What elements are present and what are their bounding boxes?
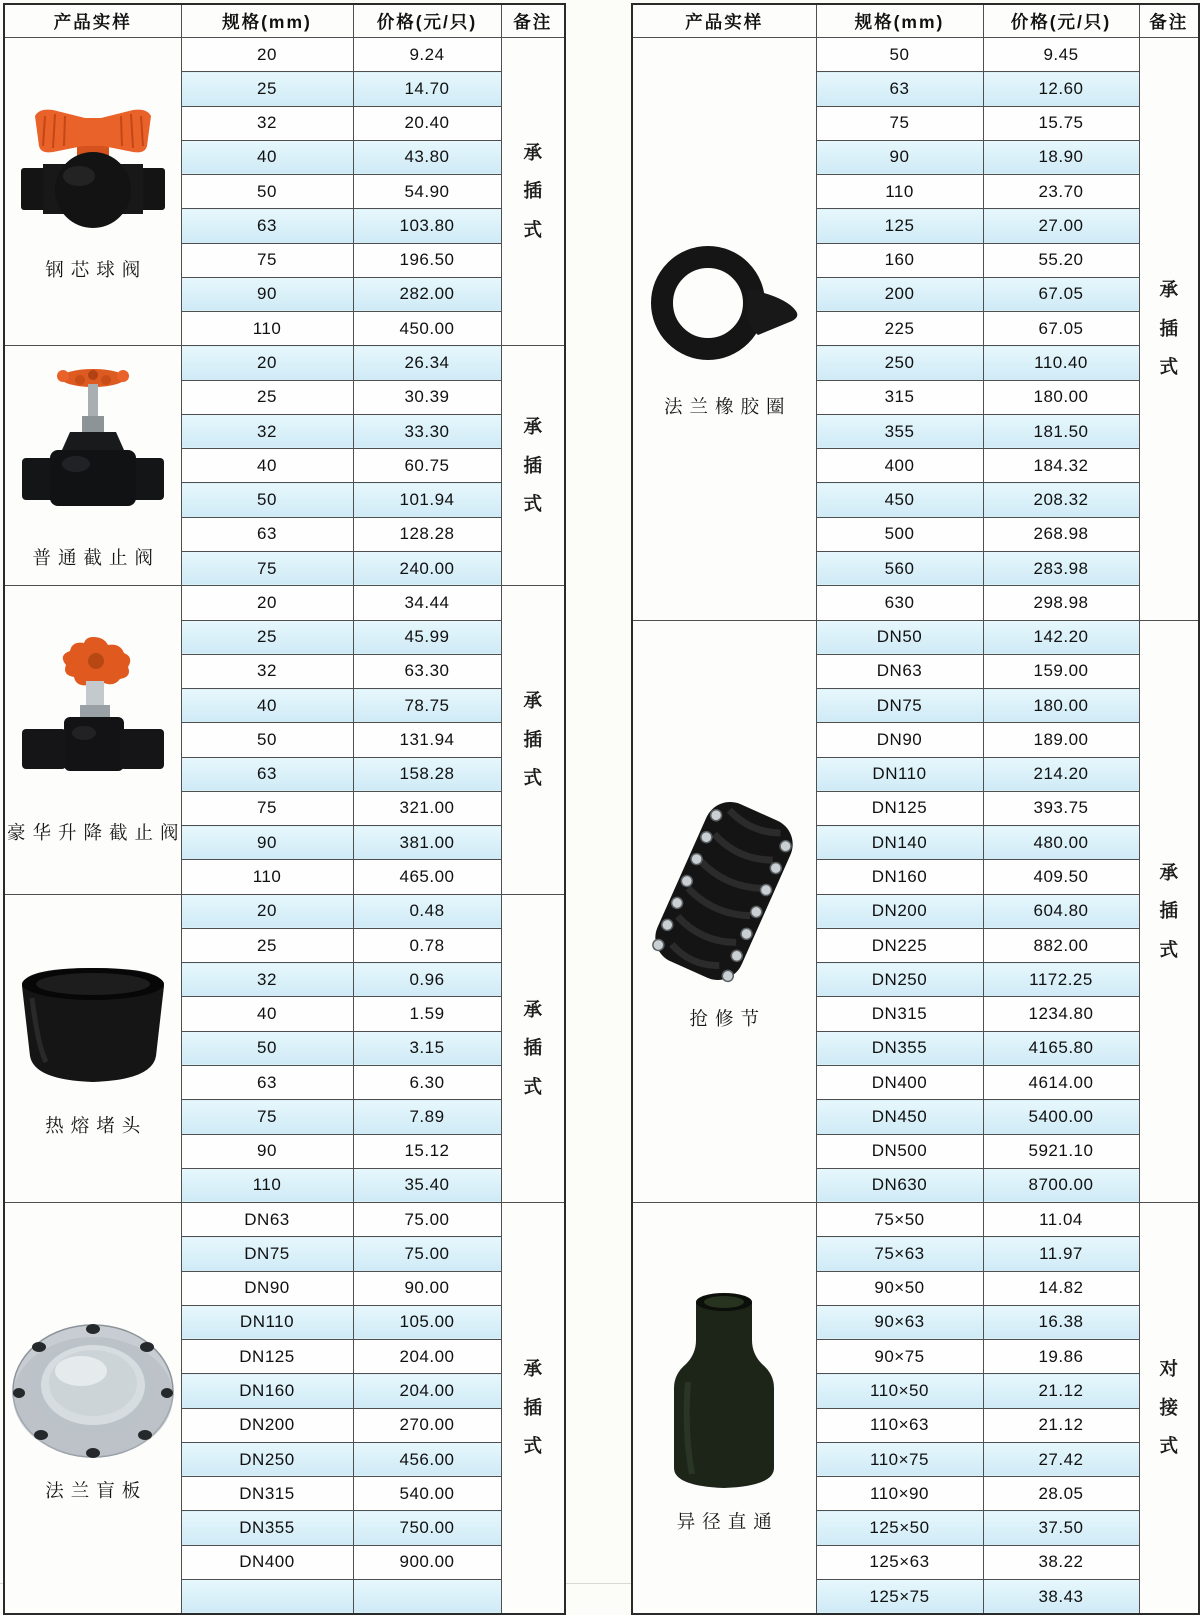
spec-cell: DN200 <box>816 894 983 928</box>
spec-cell: 40 <box>181 689 353 723</box>
spec-cell: 90 <box>181 826 353 860</box>
product-cell <box>4 38 181 346</box>
header-note: 备注 <box>501 4 565 38</box>
spec-cell: 63 <box>181 209 353 243</box>
price-cell: 20.40 <box>353 106 501 140</box>
product-cell <box>632 620 816 1203</box>
price-cell: 298.98 <box>983 586 1139 620</box>
price-cell: 0.48 <box>353 894 501 928</box>
price-cell: 181.50 <box>983 414 1139 448</box>
price-cell: 0.96 <box>353 963 501 997</box>
price-cell: 26.34 <box>353 346 501 380</box>
note-text: 承 插 式 <box>523 141 542 240</box>
price-cell: 27.42 <box>983 1442 1139 1476</box>
price-cell: 75.00 <box>353 1203 501 1237</box>
spec-cell: DN400 <box>181 1545 353 1579</box>
price-cell: 105.00 <box>353 1305 501 1339</box>
header-row <box>632 4 1199 38</box>
spec-cell: 63 <box>181 517 353 551</box>
spec-cell: 110 <box>181 860 353 894</box>
product-cell <box>632 38 816 621</box>
price-cell: 30.39 <box>353 380 501 414</box>
note-text: 承 插 式 <box>523 416 542 515</box>
note-text: 承 插 式 <box>523 690 542 789</box>
spec-cell: 90 <box>816 140 983 174</box>
spec-cell: 315 <box>816 380 983 414</box>
price-cell: 33.30 <box>353 414 501 448</box>
price-cell: 196.50 <box>353 243 501 277</box>
spec-cell: 125 <box>816 209 983 243</box>
product-label: 法兰橡胶圈 <box>663 395 792 417</box>
price-cell: 214.20 <box>983 757 1139 791</box>
note-cell <box>501 38 565 346</box>
price-cell: 18.90 <box>983 140 1139 174</box>
repair-clamp-icon <box>634 791 814 991</box>
price-cell: 184.32 <box>983 449 1139 483</box>
price-cell: 16.38 <box>983 1305 1139 1339</box>
spec-cell: 50 <box>181 175 353 209</box>
price-cell: 540.00 <box>353 1477 501 1511</box>
price-cell: 67.05 <box>983 312 1139 346</box>
spec-cell: DN110 <box>816 757 983 791</box>
table-row <box>632 1203 1199 1237</box>
price-cell: 90.00 <box>353 1271 501 1305</box>
spec-cell: 75 <box>181 1100 353 1134</box>
rubber-ring-icon <box>636 239 812 379</box>
spec-cell: DN140 <box>816 826 983 860</box>
note-text: 承 插 式 <box>1159 861 1178 960</box>
price-cell: 480.00 <box>983 826 1139 860</box>
spec-cell: 110×63 <box>816 1408 983 1442</box>
spec-cell: 75 <box>816 106 983 140</box>
product-cell <box>4 1203 181 1615</box>
price-cell: 128.28 <box>353 517 501 551</box>
note-text: 承 插 式 <box>523 1358 542 1457</box>
product-cell <box>4 894 181 1202</box>
spec-cell: 50 <box>181 483 353 517</box>
spec-cell: 75 <box>181 791 353 825</box>
price-cell: 456.00 <box>353 1442 501 1476</box>
header-spec: 规格(mm) <box>816 4 983 38</box>
note-cell <box>1139 620 1199 1203</box>
note-cell <box>1139 38 1199 621</box>
spec-cell: 125×63 <box>816 1545 983 1579</box>
spec-cell: 110 <box>181 312 353 346</box>
price-cell: 8700.00 <box>983 1168 1139 1202</box>
price-cell: 204.00 <box>353 1340 501 1374</box>
spec-cell: 25 <box>181 620 353 654</box>
spec-cell: 20 <box>181 586 353 620</box>
price-cell: 34.44 <box>353 586 501 620</box>
ball-valve-icon <box>19 102 167 242</box>
product-label: 钢芯球阀 <box>45 258 148 280</box>
price-cell: 4165.80 <box>983 1031 1139 1065</box>
price-cell: 5400.00 <box>983 1100 1139 1134</box>
price-cell: 159.00 <box>983 654 1139 688</box>
note-cell <box>1139 1203 1199 1615</box>
price-cell: 28.05 <box>983 1477 1139 1511</box>
spec-cell: 90×50 <box>816 1271 983 1305</box>
globe-valve-icon <box>18 362 168 530</box>
note-text: 承 插 式 <box>523 998 542 1097</box>
spec-cell: 25 <box>181 380 353 414</box>
spec-cell: DN500 <box>816 1134 983 1168</box>
spec-cell: DN75 <box>816 689 983 723</box>
price-cell: 75.00 <box>353 1237 501 1271</box>
price-cell: 270.00 <box>353 1408 501 1442</box>
price-cell: 180.00 <box>983 380 1139 414</box>
spec-cell: 110 <box>816 175 983 209</box>
header-row <box>4 4 565 38</box>
spec-cell: 160 <box>816 243 983 277</box>
spec-cell: 630 <box>816 586 983 620</box>
spec-cell: 110×50 <box>816 1374 983 1408</box>
spec-cell: 355 <box>816 414 983 448</box>
price-cell <box>353 1579 501 1614</box>
end-cap-icon <box>8 958 178 1098</box>
price-cell: 67.05 <box>983 277 1139 311</box>
price-cell: 5921.10 <box>983 1134 1139 1168</box>
product-cell <box>4 586 186 894</box>
spec-cell: DN450 <box>816 1100 983 1134</box>
table-row <box>632 38 1199 72</box>
table-row <box>4 894 565 928</box>
price-cell: 3.15 <box>353 1031 501 1065</box>
header-spec: 规格(mm) <box>181 4 353 38</box>
note-cell <box>501 1203 565 1615</box>
price-cell: 321.00 <box>353 791 501 825</box>
spec-cell <box>181 1579 353 1614</box>
product-cell <box>4 346 181 586</box>
price-cell: 60.75 <box>353 449 501 483</box>
price-cell: 381.00 <box>353 826 501 860</box>
spec-cell: 75×63 <box>816 1237 983 1271</box>
spec-cell: 25 <box>181 72 353 106</box>
price-cell: 110.40 <box>983 346 1139 380</box>
spec-cell: 63 <box>181 1065 353 1099</box>
price-cell: 282.00 <box>353 277 501 311</box>
spec-cell: 50 <box>816 38 983 72</box>
price-cell: 21.12 <box>983 1374 1139 1408</box>
spec-cell: DN125 <box>181 1340 353 1374</box>
header-note: 备注 <box>1139 4 1199 38</box>
price-cell: 35.40 <box>353 1168 501 1202</box>
price-cell: 27.00 <box>983 209 1139 243</box>
price-cell: 465.00 <box>353 860 501 894</box>
price-cell: 900.00 <box>353 1545 501 1579</box>
price-cell: 6.30 <box>353 1065 501 1099</box>
stem-valve-icon <box>18 635 168 805</box>
price-cell: 21.12 <box>983 1408 1139 1442</box>
price-cell: 78.75 <box>353 689 501 723</box>
price-cell: 45.99 <box>353 620 501 654</box>
product-label: 异径直通 <box>676 1511 779 1533</box>
price-cell: 23.70 <box>983 175 1139 209</box>
note-text: 对 接 式 <box>1159 1358 1178 1457</box>
price-cell: 1.59 <box>353 997 501 1031</box>
price-cell: 43.80 <box>353 140 501 174</box>
product-cell <box>632 1203 816 1615</box>
price-cell: 9.24 <box>353 38 501 72</box>
spec-cell: 560 <box>816 551 983 585</box>
spec-cell: 50 <box>181 1031 353 1065</box>
price-cell: 7.89 <box>353 1100 501 1134</box>
price-cell: 204.00 <box>353 1374 501 1408</box>
price-cell: 15.12 <box>353 1134 501 1168</box>
price-cell: 158.28 <box>353 757 501 791</box>
spec-cell: DN160 <box>181 1374 353 1408</box>
spec-cell: 32 <box>181 106 353 140</box>
spec-cell: 200 <box>816 277 983 311</box>
spec-cell: DN160 <box>816 860 983 894</box>
spec-cell: 90 <box>181 1134 353 1168</box>
price-cell: 38.43 <box>983 1579 1139 1614</box>
spec-cell: 32 <box>181 654 353 688</box>
spec-cell: 110×90 <box>816 1477 983 1511</box>
price-cell: 409.50 <box>983 860 1139 894</box>
spec-cell: 20 <box>181 38 353 72</box>
price-cell: 9.45 <box>983 38 1139 72</box>
spec-cell: 40 <box>181 997 353 1031</box>
note-cell <box>501 346 565 586</box>
table-row <box>4 346 565 380</box>
blind-flange-icon <box>9 1313 177 1463</box>
spec-cell: 40 <box>181 140 353 174</box>
spec-cell: DN250 <box>816 963 983 997</box>
spec-cell: 125×50 <box>816 1511 983 1545</box>
price-cell: 0.78 <box>353 928 501 962</box>
price-cell: 101.94 <box>353 483 501 517</box>
header-price: 价格(元/只) <box>353 4 501 38</box>
spec-cell: 63 <box>181 757 353 791</box>
note-cell <box>501 586 565 894</box>
price-table-right <box>631 3 1200 1615</box>
price-cell: 19.86 <box>983 1340 1139 1374</box>
reducer-icon <box>658 1282 790 1494</box>
product-label: 抢修节 <box>689 1008 766 1030</box>
price-cell: 131.94 <box>353 723 501 757</box>
price-cell: 54.90 <box>353 175 501 209</box>
spec-cell: 250 <box>816 346 983 380</box>
spec-cell: DN63 <box>181 1203 353 1237</box>
product-label: 热熔堵头 <box>45 1115 148 1137</box>
spec-cell: DN315 <box>816 997 983 1031</box>
spec-cell: 20 <box>181 346 353 380</box>
price-cell: 55.20 <box>983 243 1139 277</box>
header-price: 价格(元/只) <box>983 4 1139 38</box>
spec-cell: DN125 <box>816 791 983 825</box>
spec-cell: 225 <box>816 312 983 346</box>
spec-cell: DN110 <box>181 1305 353 1339</box>
product-label: 豪华升降截止阀 <box>7 821 186 843</box>
spec-cell: 75 <box>181 551 353 585</box>
spec-cell: DN75 <box>181 1237 353 1271</box>
header-product: 产品实样 <box>4 4 181 38</box>
price-cell: 14.82 <box>983 1271 1139 1305</box>
spec-cell: 50 <box>181 723 353 757</box>
price-cell: 1234.80 <box>983 997 1139 1031</box>
price-cell: 11.04 <box>983 1203 1139 1237</box>
spec-cell: DN200 <box>181 1408 353 1442</box>
price-cell: 882.00 <box>983 928 1139 962</box>
spec-cell: 500 <box>816 517 983 551</box>
product-label: 法兰盲板 <box>45 1480 148 1502</box>
price-cell: 283.98 <box>983 551 1139 585</box>
price-cell: 450.00 <box>353 312 501 346</box>
price-cell: 189.00 <box>983 723 1139 757</box>
spec-cell: 110×75 <box>816 1442 983 1476</box>
spec-cell: 125×75 <box>816 1579 983 1614</box>
spec-cell: DN90 <box>181 1271 353 1305</box>
spec-cell: 75×50 <box>816 1203 983 1237</box>
spec-cell: 90×75 <box>816 1340 983 1374</box>
spec-cell: 20 <box>181 894 353 928</box>
spec-cell: DN630 <box>816 1168 983 1202</box>
spec-cell: 110 <box>181 1168 353 1202</box>
spec-cell: DN50 <box>816 620 983 654</box>
spec-cell: 32 <box>181 963 353 997</box>
table-row <box>4 1203 565 1237</box>
table-row <box>4 38 565 72</box>
spec-cell: 25 <box>181 928 353 962</box>
price-cell: 37.50 <box>983 1511 1139 1545</box>
spec-cell: DN315 <box>181 1477 353 1511</box>
price-cell: 12.60 <box>983 72 1139 106</box>
price-cell: 103.80 <box>353 209 501 243</box>
spec-cell: 63 <box>816 72 983 106</box>
price-cell: 180.00 <box>983 689 1139 723</box>
spec-cell: 450 <box>816 483 983 517</box>
price-cell: 15.75 <box>983 106 1139 140</box>
product-label: 普通截止阀 <box>32 546 160 568</box>
note-text: 承 插 式 <box>1159 279 1178 377</box>
table-row <box>4 586 565 620</box>
price-cell: 14.70 <box>353 72 501 106</box>
spec-cell: 400 <box>816 449 983 483</box>
price-table-left <box>3 3 566 1615</box>
table-row <box>632 620 1199 654</box>
spec-cell: DN355 <box>181 1511 353 1545</box>
price-cell: 4614.00 <box>983 1065 1139 1099</box>
price-cell: 142.20 <box>983 620 1139 654</box>
spec-cell: DN355 <box>816 1031 983 1065</box>
price-cell: 63.30 <box>353 654 501 688</box>
price-cell: 240.00 <box>353 551 501 585</box>
spec-cell: DN63 <box>816 654 983 688</box>
price-cell: 750.00 <box>353 1511 501 1545</box>
price-cell: 38.22 <box>983 1545 1139 1579</box>
note-cell <box>501 894 565 1202</box>
price-cell: 11.97 <box>983 1237 1139 1271</box>
spec-cell: DN225 <box>816 928 983 962</box>
spec-cell: 40 <box>181 449 353 483</box>
price-cell: 208.32 <box>983 483 1139 517</box>
spec-cell: 90 <box>181 277 353 311</box>
spec-cell: DN400 <box>816 1065 983 1099</box>
header-product: 产品实样 <box>632 4 816 38</box>
price-cell: 268.98 <box>983 517 1139 551</box>
spec-cell: 90×63 <box>816 1305 983 1339</box>
spec-cell: DN90 <box>816 723 983 757</box>
price-cell: 393.75 <box>983 791 1139 825</box>
price-cell: 1172.25 <box>983 963 1139 997</box>
price-cell: 604.80 <box>983 894 1139 928</box>
spec-cell: DN250 <box>181 1442 353 1476</box>
spec-cell: 32 <box>181 414 353 448</box>
spec-cell: 75 <box>181 243 353 277</box>
